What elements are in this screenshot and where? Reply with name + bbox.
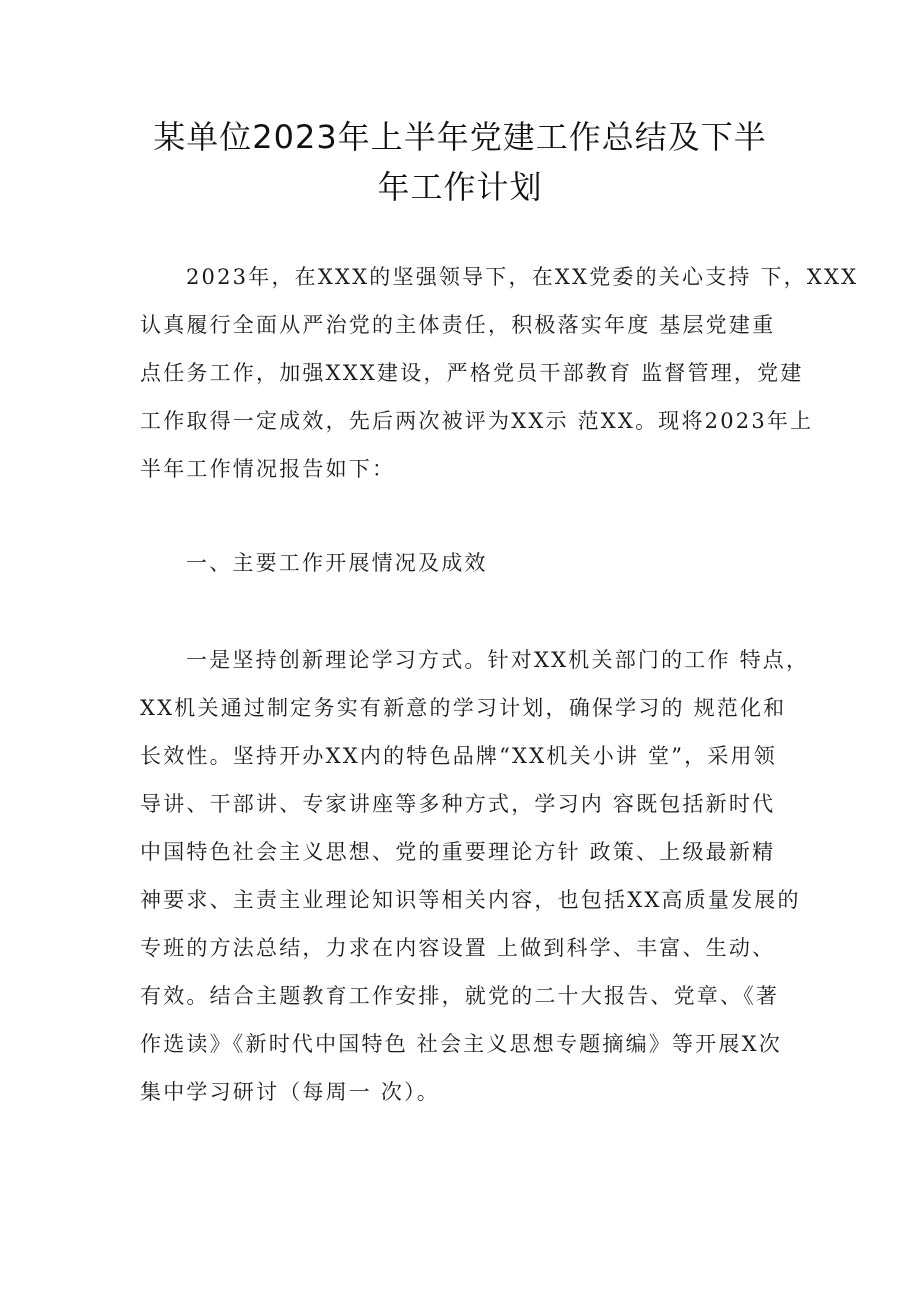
intro-paragraph-line: 半年工作情况报告如下： bbox=[140, 457, 396, 481]
intro-paragraph-line: 工作取得一定成效，先后两次被评为XX示 范XX。现将2023年上 bbox=[140, 409, 814, 433]
item-paragraph-line: 长效性。坚持开办XX内的特色品牌“XX机关小讲 堂”，采用领 bbox=[140, 744, 777, 768]
section-heading: 一、主要工作开展情况及成效 bbox=[186, 551, 488, 575]
item-paragraph-line: 中国特色社会主义思想、党的重要理论方针 政策、上级最新精 bbox=[140, 840, 776, 864]
item-paragraph-line: 专班的方法总结，力求在内容设置 上做到科学、丰富、生动、 bbox=[140, 936, 776, 960]
intro-paragraph-line: 2023年，在XXX的坚强领导下，在XX党委的关心支持 下，XXX bbox=[186, 265, 859, 289]
intro-paragraph-line: 点任务工作，加强XXX建设，严格党员干部教育 监督管理，党建 bbox=[140, 361, 804, 385]
document-title-line-2: 年工作计划 bbox=[377, 168, 543, 206]
intro-paragraph-line: 认真履行全面从严治党的主体责任，积极落实年度 基层党建重 bbox=[140, 313, 776, 337]
item-paragraph-line: 一是坚持创新理论学习方式。针对XX机关部门的工作 特点， bbox=[186, 648, 810, 672]
item-paragraph-line: 导讲、干部讲、专家讲座等多种方式，学习内 容既包括新时代 bbox=[140, 792, 776, 816]
item-paragraph-line: 神要求、主责主业理论知识等相关内容，也包括XX高质量发展的 bbox=[140, 888, 801, 912]
item-paragraph-line: 作选读》《新时代中国特色 社会主义思想专题摘编》等开展X次 bbox=[140, 1032, 782, 1056]
item-paragraph-line: 有效。结合主题教育工作安排，就党的二十大报告、党章、《著 bbox=[140, 984, 780, 1008]
item-paragraph-line: 集中学习研讨（每周一 次）。 bbox=[140, 1080, 440, 1104]
document-title-line-1: 某单位2023年上半年党建工作总结及下半 bbox=[153, 118, 767, 156]
item-paragraph-line: XX机关通过制定务实有新意的学习计划，确保学习的 规范化和 bbox=[140, 696, 787, 720]
